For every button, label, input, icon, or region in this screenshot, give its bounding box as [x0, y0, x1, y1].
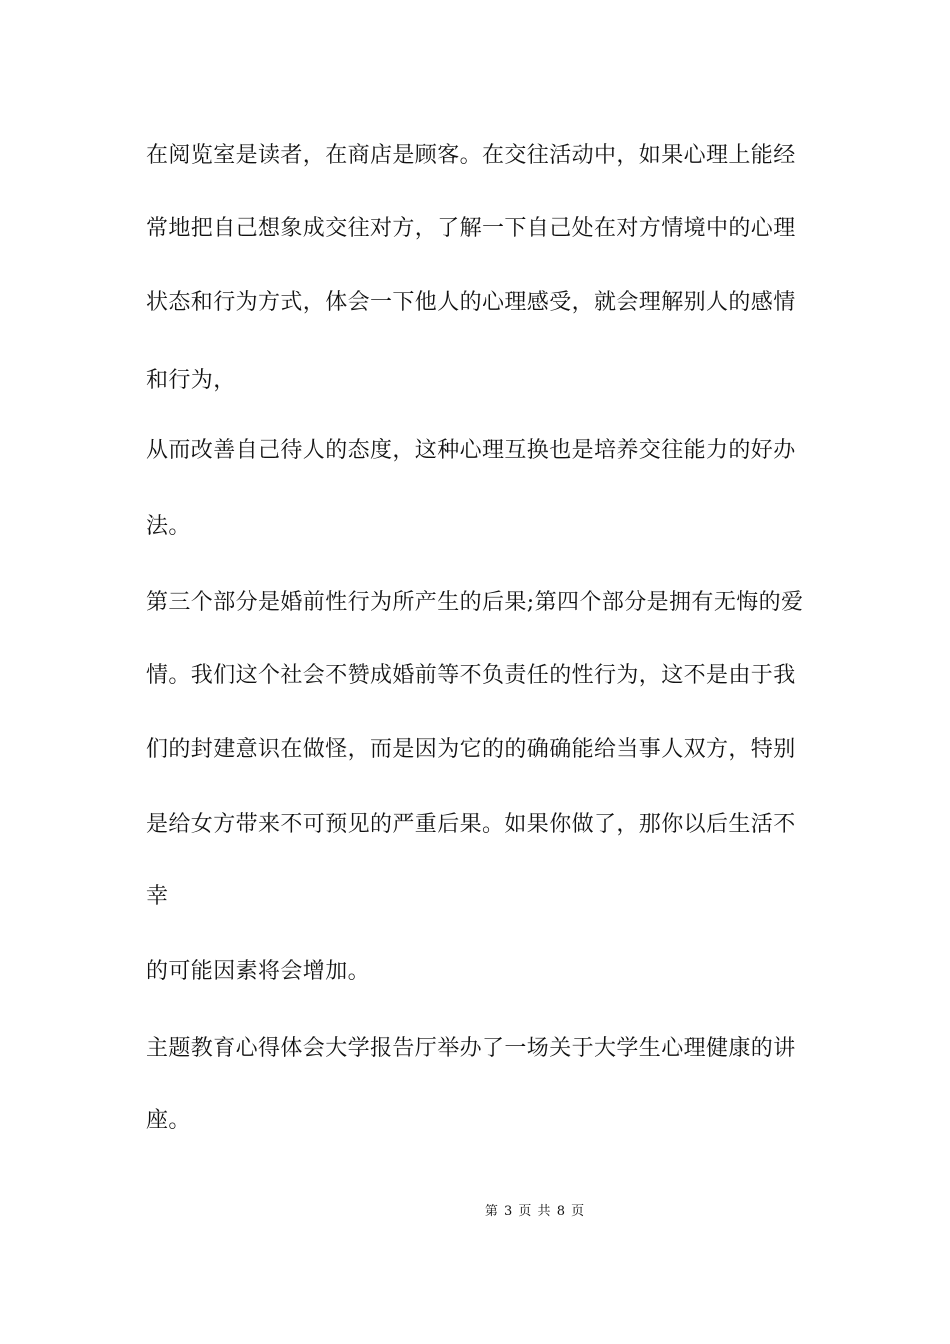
text-line: 幸 [146, 884, 169, 909]
page-footer: 第 3 页 共 8 页 [484, 1204, 586, 1219]
text-line: 从而改善自己待人的态度，这种心理互换也是培养交往能力的好办 [146, 438, 796, 463]
text-line: 们的封建意识在做怪，而是因为它的的确确能给当事人双方，特别 [146, 737, 796, 762]
text-line: 情。我们这个社会不赞成婚前等不负责任的性行为，这不是由于我 [146, 663, 796, 688]
text-line: 常地把自己想象成交往对方，了解一下自己处在对方情境中的心理 [146, 216, 796, 241]
text-line: 主题教育心得体会大学报告厅举办了一场关于大学生心理健康的讲 [146, 1036, 796, 1061]
text-line: 状态和行为方式，体会一下他人的心理感受，就会理解别人的感情 [146, 290, 796, 315]
text-line: 法。 [146, 514, 191, 539]
text-line: 和行为， [146, 368, 236, 393]
text-line: 是给女方带来不可预见的严重后果。如果你做了，那你以后生活不 [146, 812, 796, 837]
text-line: 的可能因素将会增加。 [146, 959, 371, 984]
text-line: 在阅览室是读者，在商店是顾客。在交往活动中，如果心理上能经 [146, 143, 796, 168]
text-line: 第三个部分是婚前性行为所产生的后果;第四个部分是拥有无悔的爱 [146, 590, 804, 615]
text-line: 座。 [146, 1108, 191, 1133]
